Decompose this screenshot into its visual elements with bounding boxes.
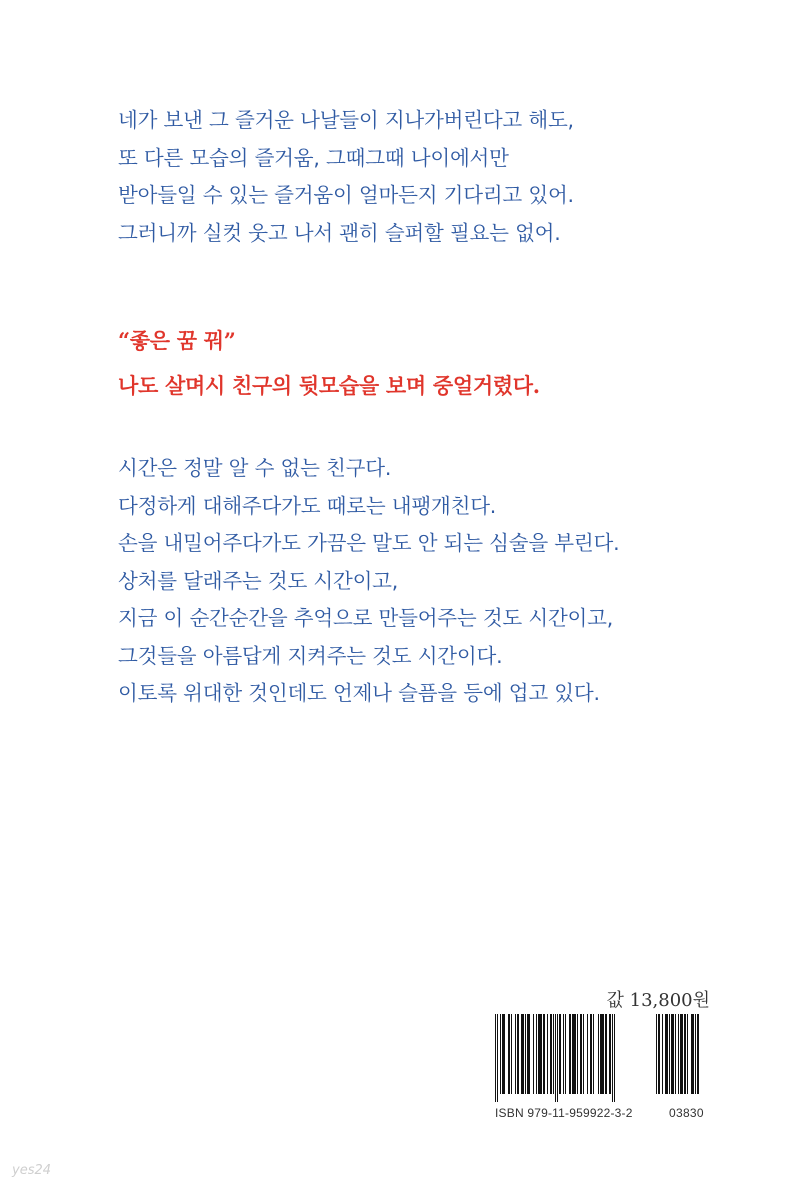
passage-two-line: 지금 이 순간순간을 추억으로 만들어주는 것도 시간이고, xyxy=(118,606,614,630)
passage-one xyxy=(118,102,574,252)
passage-one-line: 또 다른 모습의 즐거움, 그때그때 나이에서만 xyxy=(118,145,509,170)
addon-code: 03830 xyxy=(669,1106,704,1120)
passage-two-line: 그것들을 아름답게 지켜주는 것도 시간이다. xyxy=(118,643,503,668)
barcode-main-bars xyxy=(495,1014,645,1102)
passage-two-line: 시간은 정말 알 수 없는 친구다. xyxy=(118,456,392,480)
quote-line: “좋은 꿈 꿔” xyxy=(118,328,236,353)
barcode-addon-bars xyxy=(656,1014,710,1102)
passage-one-line: 네가 보낸 그 즐거운 나날들이 지나가버린다고 해도, xyxy=(118,108,574,132)
passage-two xyxy=(118,450,619,713)
passage-two-line: 상처를 달래주는 것도 시간이고, xyxy=(118,568,399,593)
quote-block xyxy=(118,318,540,408)
barcode-bar xyxy=(614,1014,615,1102)
quote-line: 나도 살며시 친구의 뒷모습을 보며 중얼거렸다. xyxy=(118,373,540,398)
passage-two-line: 다정하게 대해주다가도 때로는 내팽개친다. xyxy=(118,493,497,518)
watermark-logo: yes24 xyxy=(12,1163,52,1178)
price-label: 값 13,800원 xyxy=(606,990,710,1011)
passage-two-line: 손을 내밀어주다가도 가끔은 말도 안 되는 심술을 부린다. xyxy=(118,531,620,555)
isbn-barcode xyxy=(495,1014,715,1124)
passage-one-line: 받아들일 수 있는 즐거움이 얼마든지 기다리고 있어. xyxy=(118,183,574,207)
isbn-number: ISBN 979-11-959922-3-2 xyxy=(495,1106,633,1120)
barcode-bar xyxy=(697,1014,699,1094)
passage-one-line: 그러니까 실컷 웃고 나서 괜히 슬퍼할 필요는 없어. xyxy=(118,220,561,245)
passage-two-line: 이토록 위대한 것인데도 언제나 슬픔을 등에 업고 있다. xyxy=(118,681,600,705)
